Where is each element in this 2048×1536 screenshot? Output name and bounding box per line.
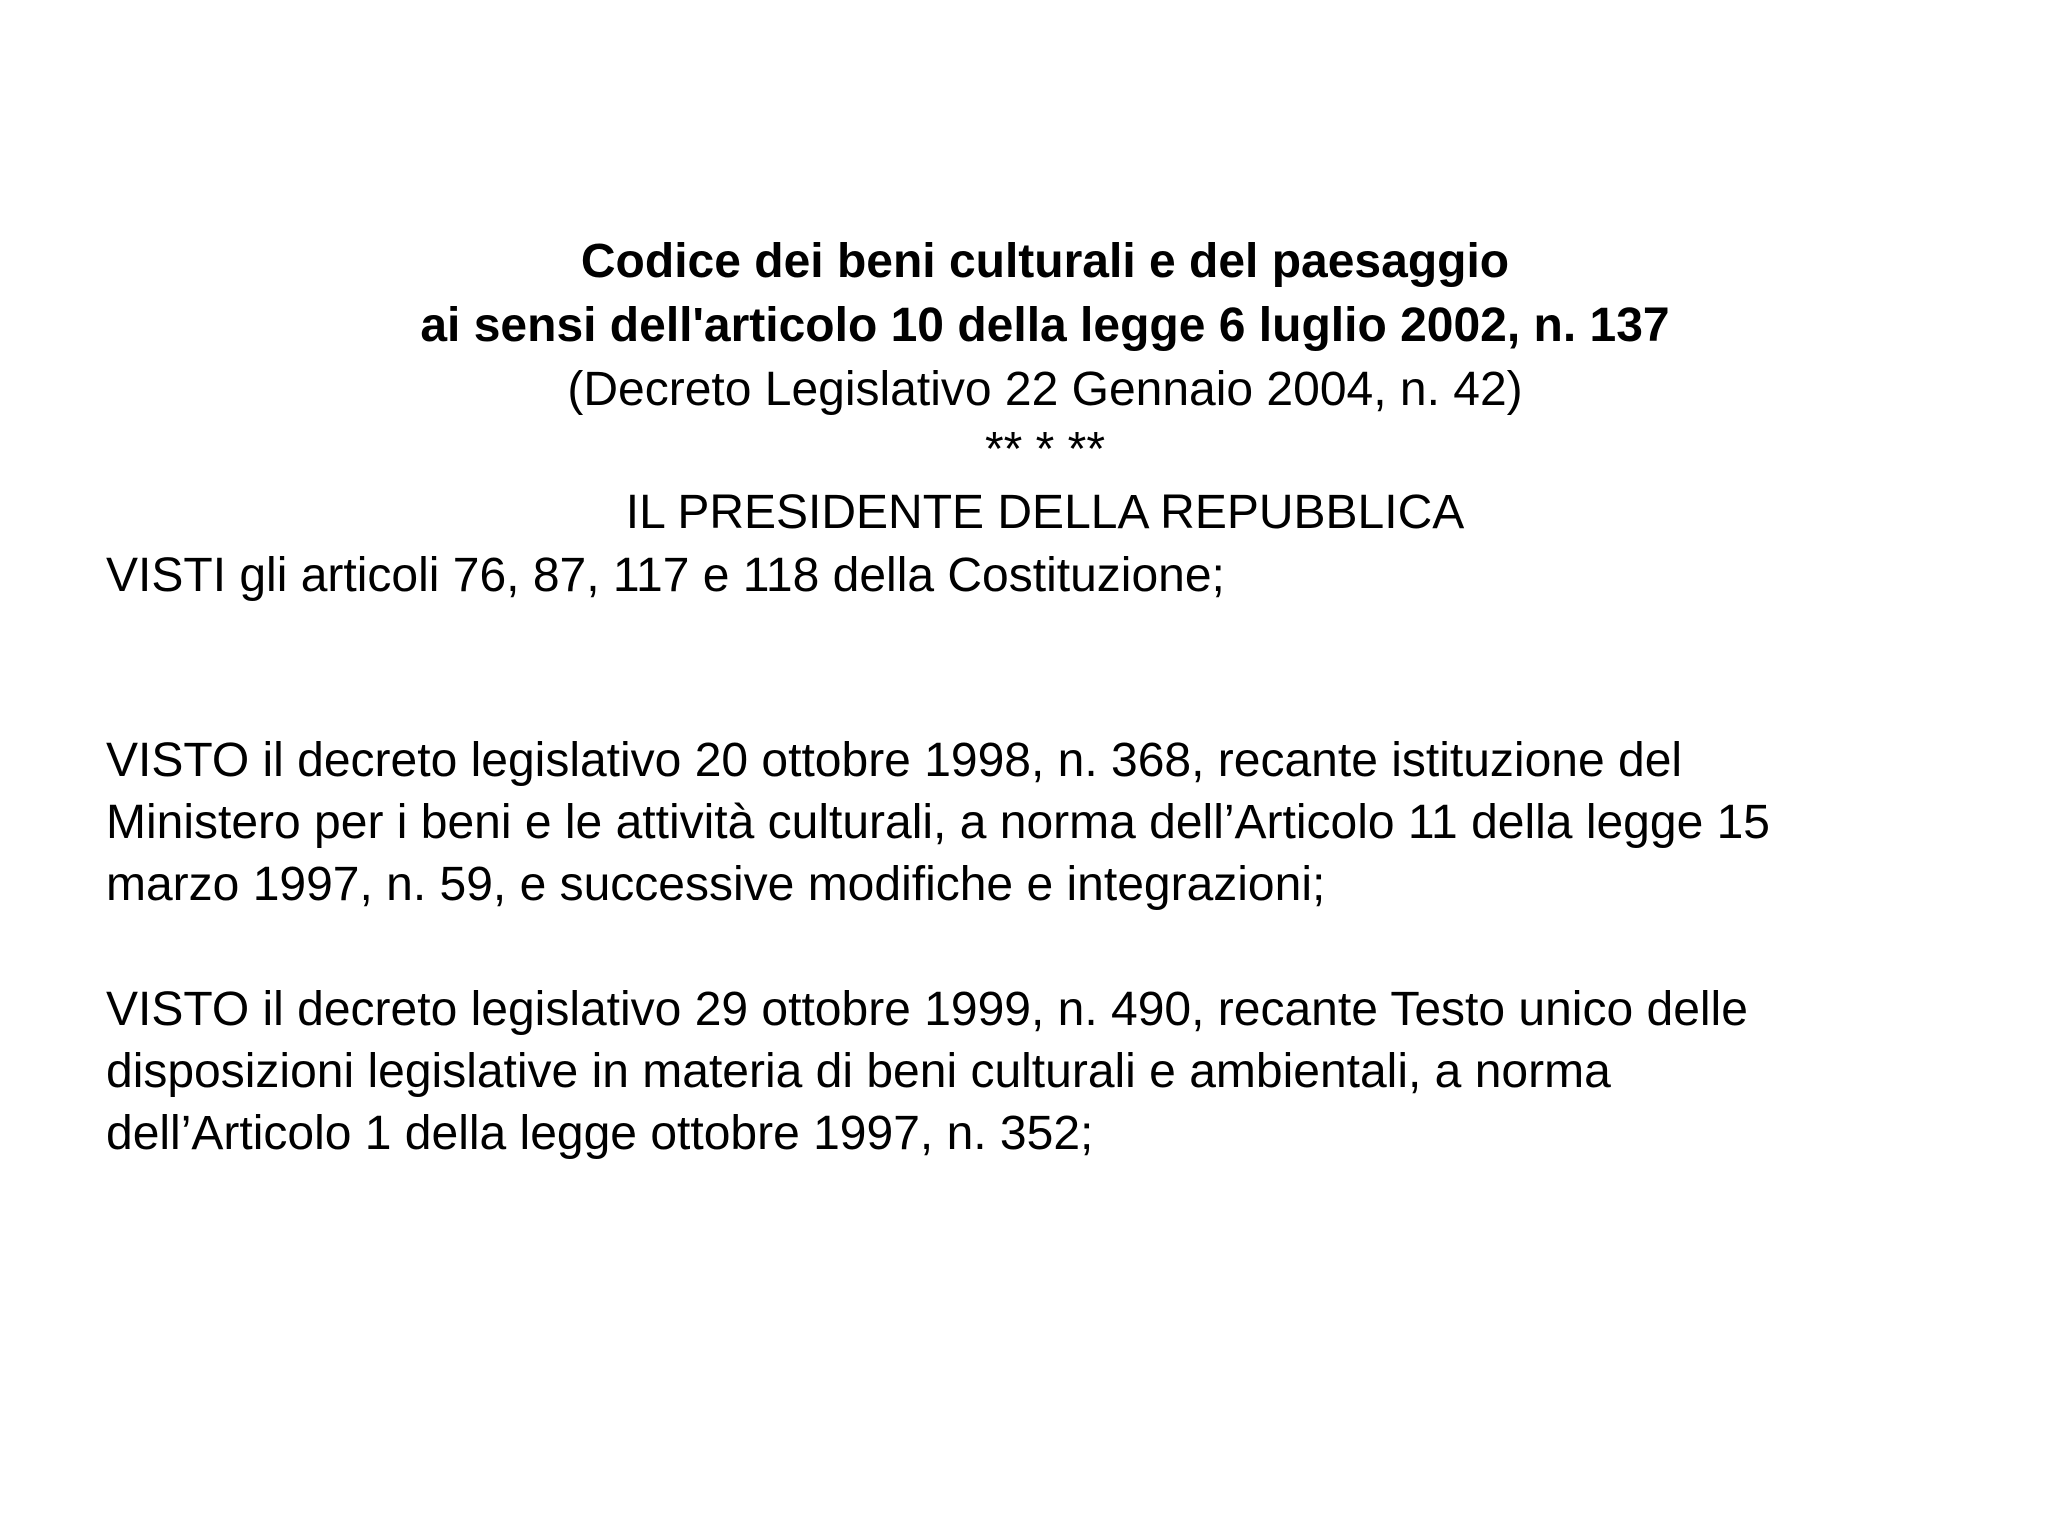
document-title-line-1: Codice dei beni culturali e del paesaggio bbox=[580, 235, 1510, 288]
issuer-heading: IL PRESIDENTE DELLA REPUBBLICA bbox=[625, 486, 1465, 539]
separator-asterisks: ** * ** bbox=[984, 423, 1106, 476]
paragraph-line: marzo 1997, n. 59, e successive modifiche e integrazioni; bbox=[106, 858, 1326, 911]
decree-reference: (Decreto Legislativo 22 Gennaio 2004, n. 42) bbox=[567, 363, 1523, 416]
paragraph-line: Ministero per i beni e le attività culturali, a norma dell’Articolo 11 della legge 15 bbox=[106, 796, 1770, 849]
paragraph-line: dell’Articolo 1 della legge ottobre 1997, n. 352; bbox=[106, 1107, 1094, 1160]
paragraph-line: disposizioni legislative in materia di beni culturali e ambientali, a norma bbox=[106, 1045, 1611, 1098]
paragraph-line: VISTO il decreto legislativo 29 ottobre 1999, n. 490, recante Testo unico delle bbox=[106, 983, 1748, 1036]
paragraph-line: VISTI gli articoli 76, 87, 117 e 118 della Costituzione; bbox=[106, 549, 1225, 602]
document-title-line-2: ai sensi dell'articolo 10 della legge 6 luglio 2002, n. 137 bbox=[420, 299, 1670, 352]
paragraph-line: VISTO il decreto legislativo 20 ottobre 1998, n. 368, recante istituzione del bbox=[106, 734, 1683, 787]
